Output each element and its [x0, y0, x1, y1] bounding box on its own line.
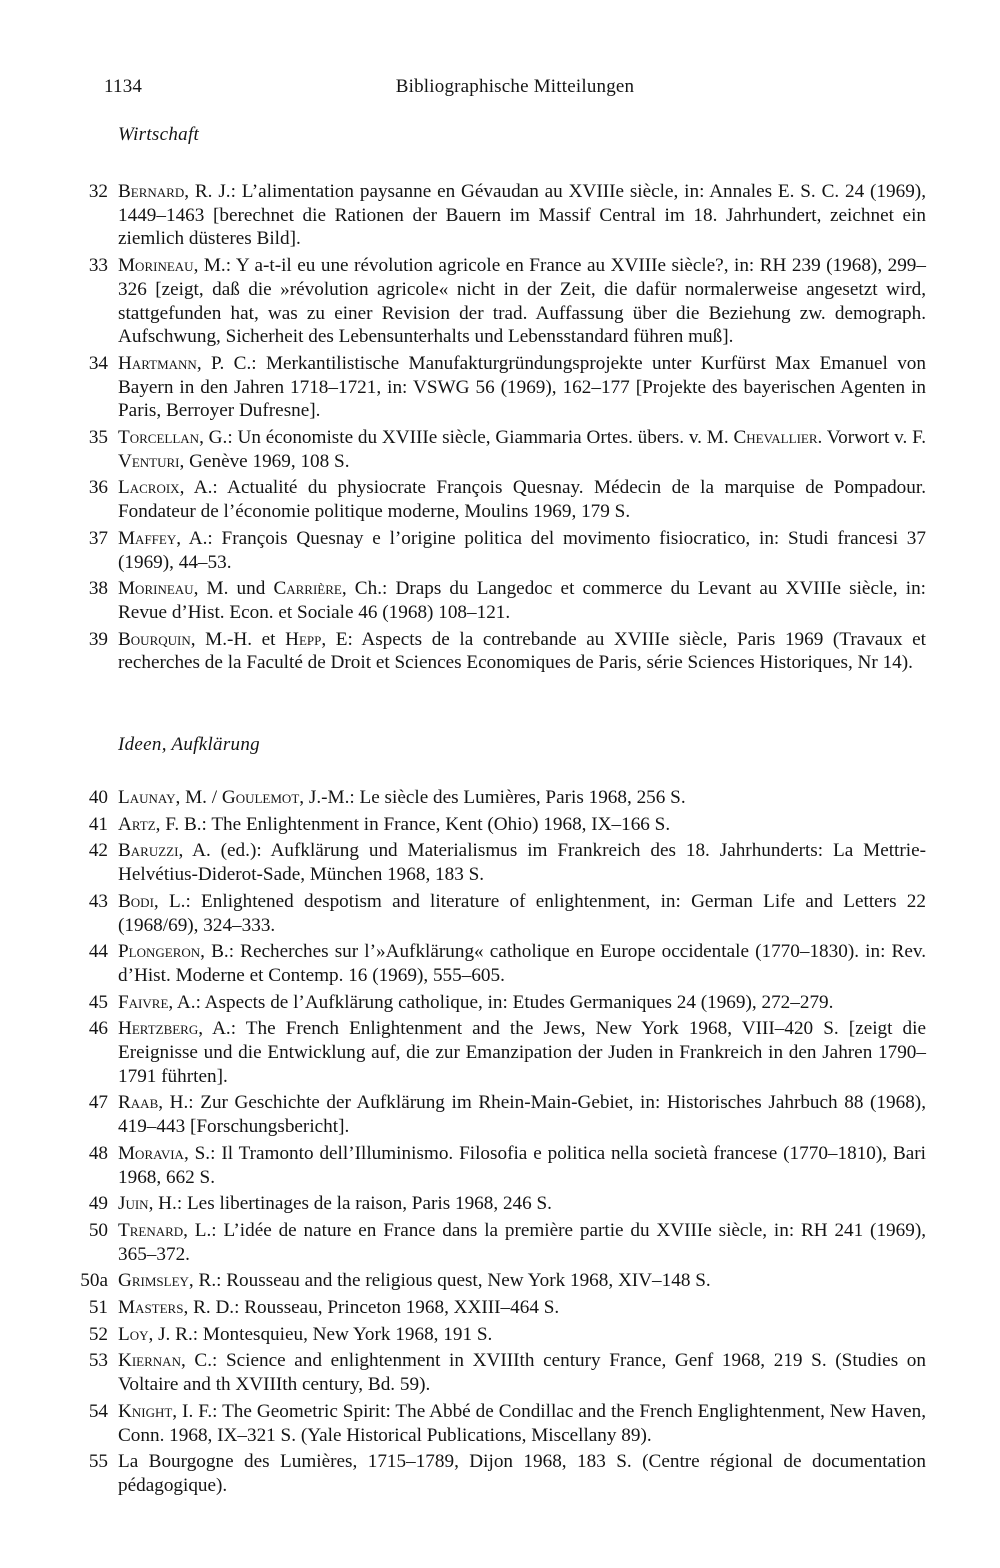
bibliography-entry — [74, 1450, 926, 1497]
entry-author: Bernard — [118, 181, 185, 202]
entry-number: 44 — [88, 941, 108, 963]
entry-citation: , L.: Enlightened despotism and literature of enlightenment, in: German Life and Letters 22 (1968/69), 324–333. — [118, 890, 926, 936]
entry-number: 36 — [88, 477, 108, 499]
entry-author: Plongeron — [118, 941, 201, 963]
bibliography-entry — [74, 1219, 926, 1266]
entry-citation: , A.: Actualité du physiocrate François Quesnay. Médecin de la marquise de Pompadour. Fondateur de l’économie politique moderne, Moulins 1969, 179 S. — [118, 477, 926, 523]
entry-number: 52 — [88, 1323, 108, 1345]
entry-citation: , H.: Zur Geschichte der Aufklärung im Rhein-Main-Gebiet, in: Historisches Jahrbuch 88 (1968), 419–443 [Forschungsbericht]. — [118, 1092, 926, 1138]
entry-number: 50 — [88, 1219, 108, 1241]
entry-number: 42 — [88, 840, 108, 862]
bibliography-entry — [74, 527, 926, 574]
entry-number: 33 — [88, 255, 108, 277]
entry-citation: , M.: Y a-t-il eu une révolution agricole en France au XVIIIe siècle?, in: RH 239 (1968), 299–326 [zeigt, daß die »révolution agricole« nicht in der Zeit, die dafür normalerweise angesetzt wird, stattgefunden hat, was zu einer Revision der trad. Auffassung über die Beziehung zw. demograph. Aufschwung, Sicherheit des Lebensunterhalts und Lebensstandard führen muß]. — [118, 255, 926, 348]
entry-number: 35 — [88, 427, 108, 449]
entry-citation: , A. (ed.): Aufklärung und Materialismus im Frankreich des 18. Jahrhunderts: La Mettrie-Helvétius-Diderot-Sade, München 1968, 183 S. — [118, 840, 926, 886]
entry-citation: , M. und — [193, 578, 274, 600]
entry-citation: , A.: François Quesnay e l’origine politica del movimento fisiocratico, in: Studi francesi 37 (1969), 44–53. — [118, 527, 926, 573]
entry-author: Moravia — [118, 1142, 184, 1164]
entry-citation: , R. J.: L’alimentation paysanne en Gévaudan au XVIIIe siècle, in: Annales E. S. C. 24 (1969), 1449–1463 [berechnet die Rationen der Bauern im Massif Central im 18. Jahrhundert, zeichnet ein ziemlich düsteres Bild]. — [118, 181, 926, 250]
entry-citation: , P. C.: Merkantilistische Manufakturgründungsprojekte unter Kurfürst Max Emanuel von Bayern in den Jahren 1718–1721, in: VSWG 56 (1969), 162–177 [Projekte des bayerischen Agenten in Paris, Berroyer Dufresne]. — [118, 352, 926, 422]
entry-number: 54 — [88, 1400, 108, 1422]
entry-citation-cont: , J.-M.: Le siècle des Lumières, Paris 1968, 256 S. — [299, 787, 686, 808]
entry-citation: , C.: Science and enlightenment in XVIIIth century France, Genf 1968, 219 S. (Studies on Voltaire and th XVIIIth century, Bd. 59). — [118, 1350, 926, 1396]
entry-author: Bourquin — [118, 628, 191, 650]
entry-author: Bodi — [118, 890, 154, 912]
entry-citation: , I. F.: The Geometric Spirit: The Abbé de Condillac and the French Englightenment, New Haven, Conn. 1968, IX–321 S. (Yale Historical Publications, Miscellany 89). — [118, 1400, 926, 1446]
entry-citation: , R. D.: Rousseau, Princeton 1968, XXIII–464 S. — [183, 1297, 560, 1319]
entry-number: 38 — [88, 578, 108, 600]
entry-citation: , S.: Il Tramonto dell’Illuminismo. Filosofia e politica nella società francese (1770–1810), Bari 1968, 662 S. — [118, 1142, 926, 1188]
entry-author: Hertzberg — [118, 1018, 199, 1040]
entry-coauthor: Goulemot — [221, 787, 300, 808]
entry-number: 53 — [88, 1350, 108, 1372]
entry-citation-cont: , E: Aspects de la contrebande au XVIIIe siècle, Paris 1969 (Travaux et recherches de la Faculté de Droit et Sciences Economiques de Paris, série Sciences Historiques, Nr 14). — [118, 628, 927, 674]
entry-author: Masters — [118, 1297, 184, 1319]
entry-author: Launay — [118, 787, 176, 808]
entry-number: 50a — [80, 1270, 108, 1292]
entry-author: Maffey — [118, 527, 177, 549]
entry-number: 48 — [88, 1142, 108, 1164]
bibliography-entry — [74, 1091, 926, 1138]
entry-number: 43 — [88, 890, 108, 912]
entry-author: Faivre — [118, 991, 169, 1013]
entry-citation: , A.: Aspects de l’Aufklärung catholique, in: Etudes Germaniques 24 (1969), 272–279. — [168, 991, 834, 1013]
entry-citation: , J. R.: Montesquieu, New York 1968, 191 S. — [148, 1323, 493, 1345]
entry-author: Morineau — [118, 578, 194, 600]
bibliography-entry — [74, 577, 926, 624]
entry-coauthor: Carrière — [273, 578, 342, 600]
bibliography-entry — [74, 254, 926, 349]
bibliography-list-wirtschaft — [74, 180, 926, 678]
entry-author: Lacroix — [118, 477, 180, 499]
entry-citation: , G.: Un économiste du XVIIIe siècle, Giammaria Ortes. übers. v. M. — [199, 427, 734, 449]
bibliography-entry — [74, 940, 926, 987]
entry-citation: , A.: The French Enlightenment and the Jews, New York 1968, VIII–420 S. [zeigt die Ereignisse und die Entwicklung auf, die zur Emanzipation der Juden in Frankreich in den Jahren 1790–1791 führten]. — [118, 1018, 926, 1087]
entry-citation: , M. / — [175, 787, 222, 808]
bibliography-entry — [74, 1269, 926, 1293]
entry-citation: , B.: Recherches sur l’»Aufklärung« catholique en Europe occidentale (1770–1830). in: Rev. d’Hist. Moderne et Contemp. 16 (1969), 555–605. — [118, 941, 926, 986]
bibliography-entry — [74, 839, 926, 886]
entry-citation: La Bourgogne des Lumières, 1715–1789, Dijon 1968, 183 S. (Centre régional de documentation pédagogique). — [118, 1451, 926, 1496]
entry-author: Knight — [118, 1400, 173, 1422]
entry-citation: , H.: Les libertinages de la raison, Paris 1968, 246 S. — [148, 1193, 552, 1215]
bibliography-entry — [74, 476, 926, 523]
entry-number: 37 — [88, 527, 108, 549]
entry-number: 45 — [88, 991, 108, 1013]
entry-citation-cont: . Vorwort v. F. — [817, 427, 926, 449]
entry-number: 40 — [88, 787, 108, 808]
entry-citation-cont: , Ch.: Draps du Langedoc et commerce du Levant au XVIIIe siècle, in: Revue d’Hist. Econ. et Sociale 46 (1968) 108–121. — [118, 578, 926, 623]
bibliography-entry — [74, 786, 926, 810]
margin-mark — [62, 922, 66, 968]
bibliography-entry — [74, 426, 926, 473]
entry-editor: Venturi — [118, 450, 180, 472]
bibliography-entry — [74, 1142, 926, 1189]
entry-citation: , F. B.: The Enlightenment in France, Kent (Ohio) 1968, IX–166 S. — [155, 813, 671, 835]
entry-number: 41 — [88, 813, 108, 835]
entry-number: 46 — [88, 1018, 108, 1040]
bibliography-entry — [74, 1192, 926, 1216]
entry-coauthor: Chevallier — [733, 427, 818, 449]
bibliography-entry — [74, 628, 926, 675]
entry-author: Juin — [118, 1193, 149, 1215]
entry-number: 51 — [88, 1297, 108, 1319]
bibliography-entry — [74, 352, 926, 423]
running-title: Bibliographische Mitteilungen — [395, 76, 635, 97]
entry-number: 39 — [88, 628, 108, 650]
page-header — [104, 76, 926, 104]
entry-number: 55 — [88, 1451, 108, 1473]
entry-author: Raab — [118, 1092, 159, 1114]
entry-citation: , L.: L’idée de nature en France dans la première partie du XVIIIe siècle, in: RH 241 (1969), 365–372. — [118, 1219, 926, 1265]
section-heading-wirtschaft: Wirtschaft — [118, 124, 200, 145]
bibliography-entry — [74, 1400, 926, 1447]
entry-author: Loy — [118, 1323, 149, 1345]
entry-author: Trenard — [118, 1219, 184, 1241]
bibliography-entry — [74, 1323, 926, 1347]
entry-number: 34 — [88, 352, 108, 374]
entry-author: Kiernan — [118, 1350, 181, 1372]
entry-number: 49 — [88, 1193, 108, 1215]
bibliography-entry — [74, 991, 926, 1015]
entry-author: Baruzzi — [118, 840, 179, 862]
entry-coauthor: Hepp — [285, 628, 322, 650]
bibliography-entry — [74, 813, 926, 837]
bibliography-entry — [74, 180, 926, 251]
entry-author: Torcellan — [118, 427, 200, 449]
entry-citation-end: , Genève 1969, 108 S. — [179, 450, 350, 472]
section-heading-ideen: Ideen, Aufklärung — [118, 734, 260, 755]
entry-number: 47 — [88, 1092, 108, 1114]
bibliography-list-ideen — [74, 786, 926, 1501]
entry-author: Grimsley — [118, 1270, 189, 1292]
bibliography-entry — [74, 1349, 926, 1396]
page-number: 1134 — [104, 76, 143, 97]
entry-number: 32 — [88, 181, 108, 202]
bibliography-entry — [74, 1296, 926, 1320]
bibliography-entry — [74, 890, 926, 937]
bibliography-entry — [74, 1017, 926, 1088]
entry-author: Artz — [118, 813, 156, 835]
entry-author: Hartmann — [118, 352, 197, 374]
entry-citation: , M.-H. et — [190, 628, 286, 650]
entry-author: Morineau — [118, 255, 194, 277]
entry-citation: , R.: Rousseau and the religious quest, New York 1968, XIV–148 S. — [188, 1270, 711, 1292]
